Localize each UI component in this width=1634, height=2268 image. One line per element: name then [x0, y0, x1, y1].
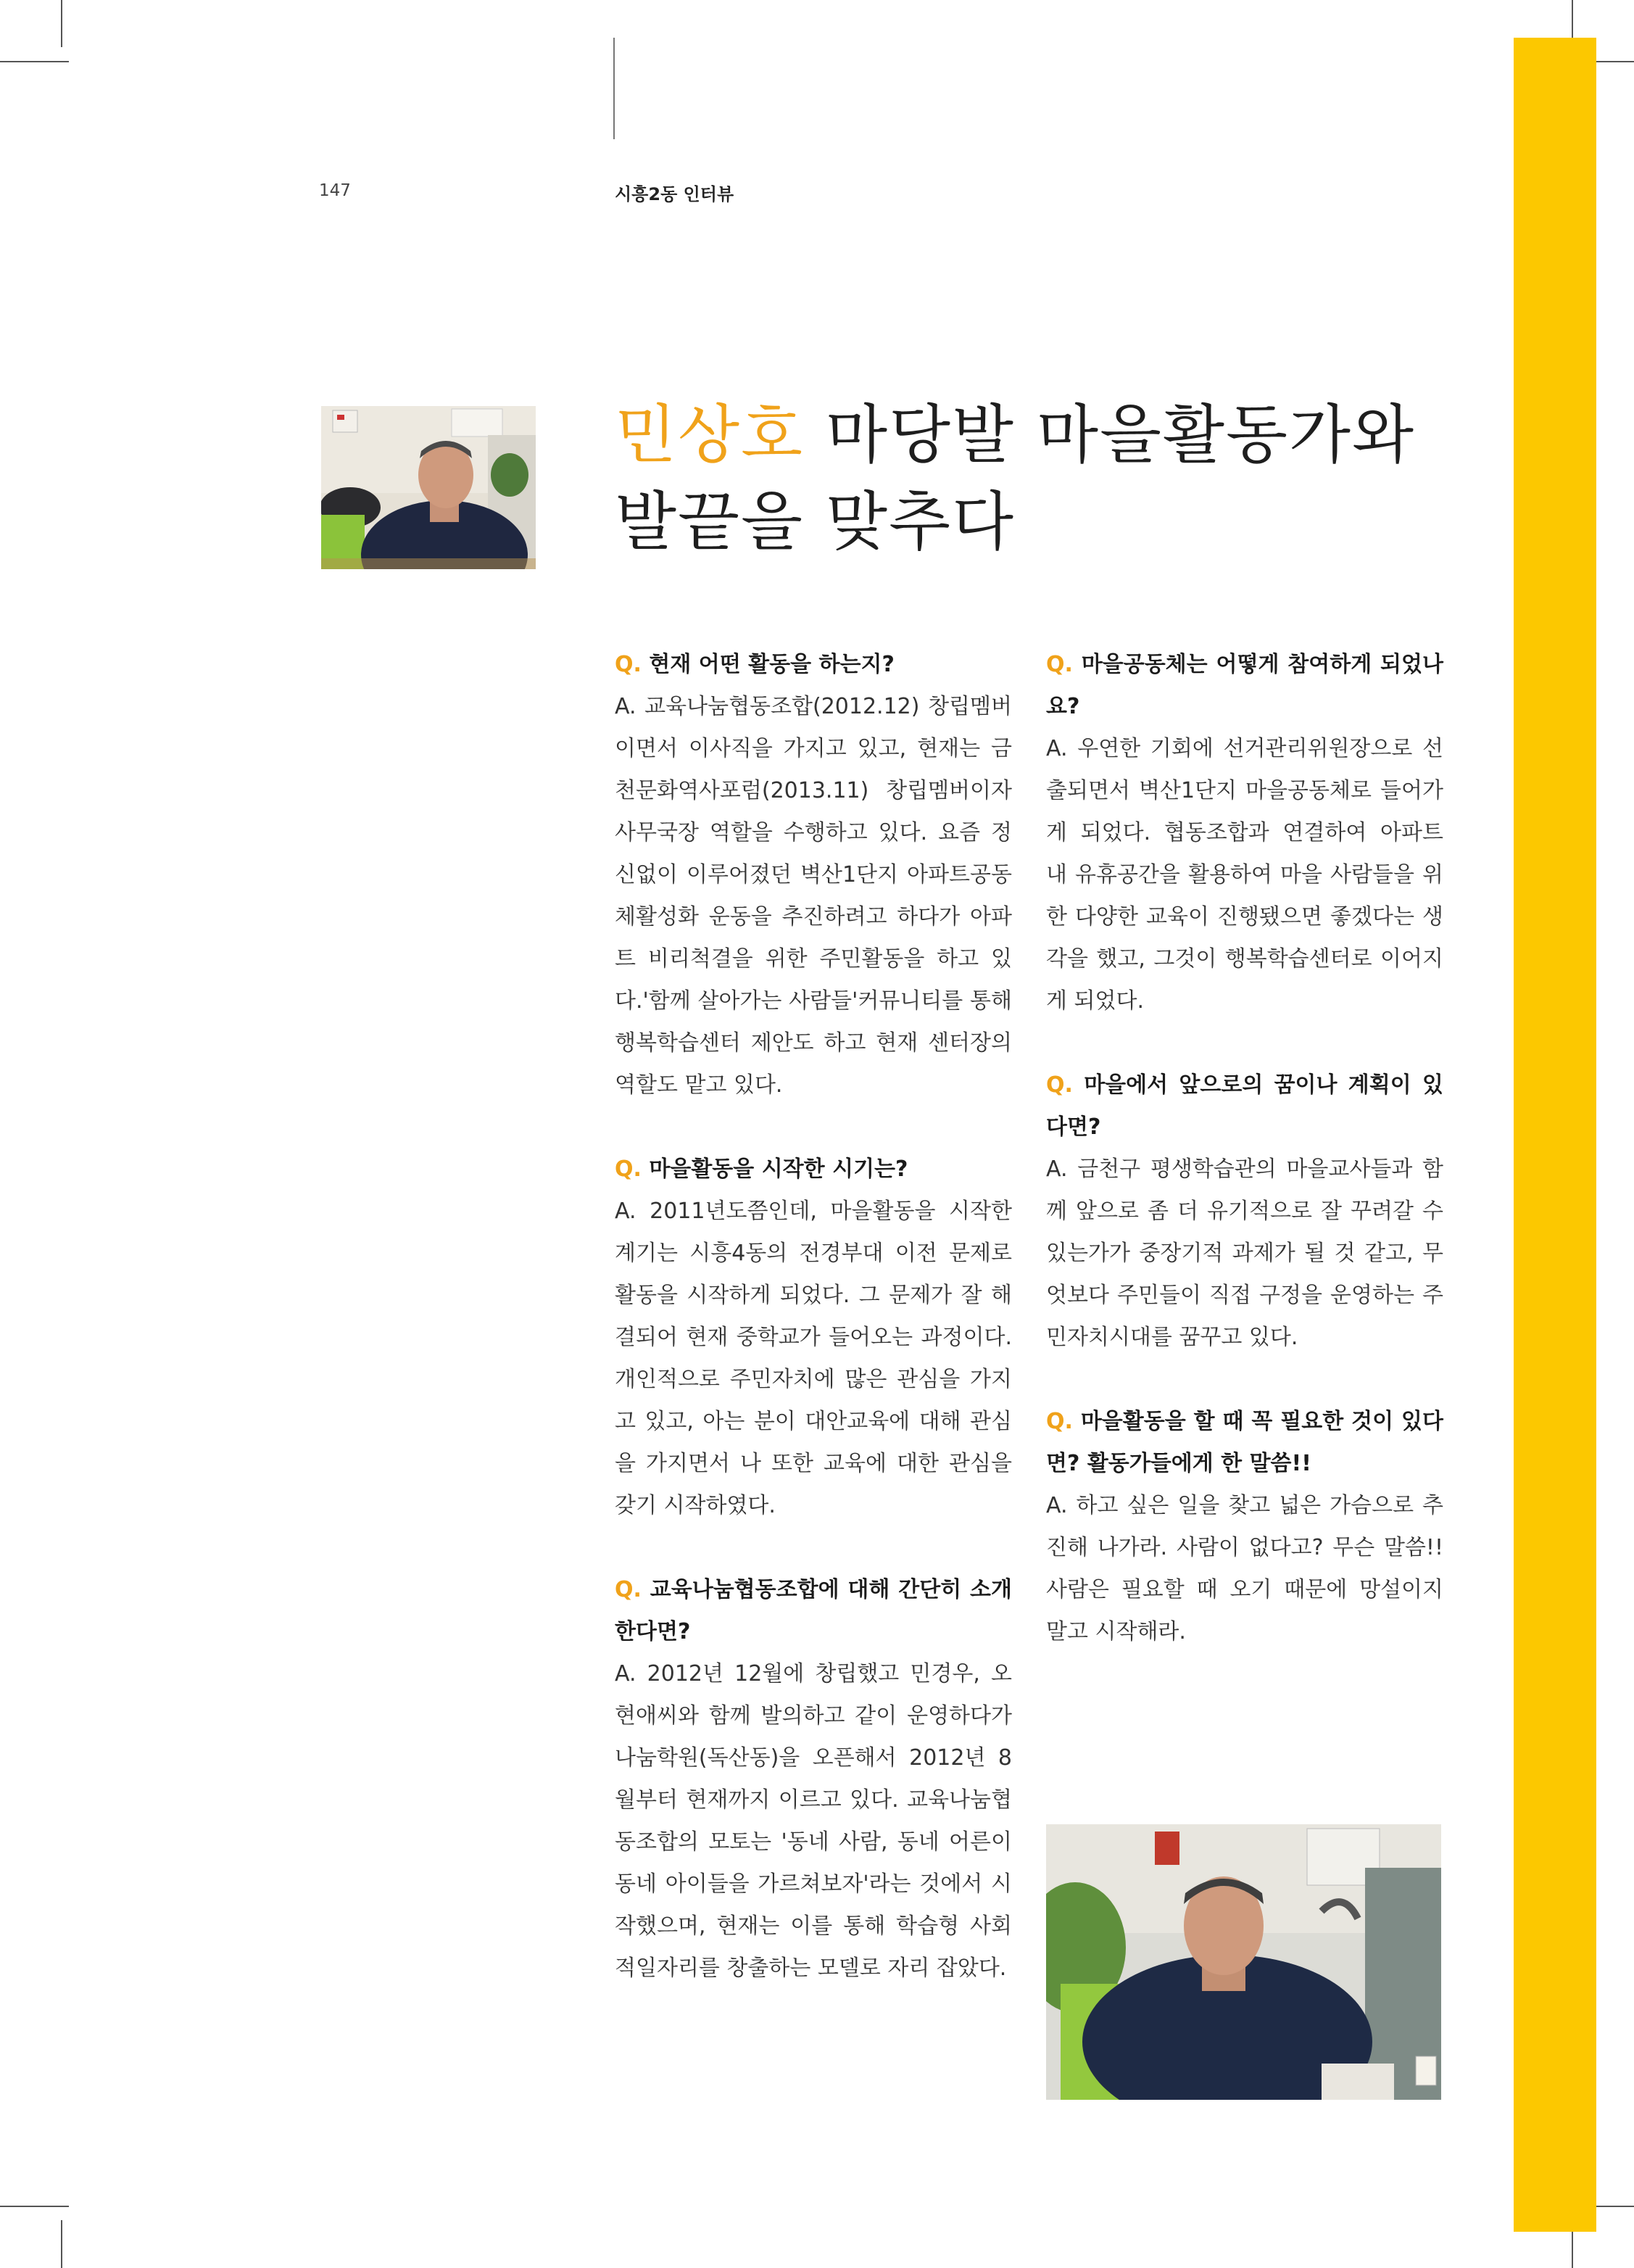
question-text: 마을에서 앞으로의 꿈이나 계획이 있다면? [1046, 1072, 1443, 1140]
qa-item [615, 1569, 1012, 1990]
left-column [615, 644, 1012, 2032]
answer-text: A. 금천구 평생학습관의 마을교사들과 함께 앞으로 좀 더 유기적으로 잘 꾸려갈 수 있는가가 중장기적 과제가 될 것 같고, 무엇보다 주민들이 직접 구정을 운영하는 주민자치시대를 꿈꾸고 있다. [1046, 1156, 1443, 1350]
question-marker: Q. [615, 1577, 642, 1602]
question-text: 마을활동을 시작한 시기는? [649, 1156, 908, 1182]
question-text: 교육나눔협동조합에 대해 간단히 소개한다면? [615, 1577, 1012, 1644]
answer-text: A. 2011년도쯤인데, 마을활동을 시작한 계기는 시흥4동의 전경부대 이전 문제로 활동을 시작하게 되었다. 그 문제가 잘 해결되어 현재 중학교가 들어오는 과정이다. 개인적으로 주민자치에 많은 관심을 가지고 있고, 아는 분이 대안교육에 대해 관심을 가지면서 나 또한 교육에 대한 관심을 갖기 시작하였다. [615, 1199, 1012, 1518]
question-marker: Q. [1046, 1072, 1073, 1098]
question-text: 마을활동을 할 때 꼭 필요한 것이 있다면? 활동가들에게 한 말씀!! [1046, 1409, 1443, 1476]
crop-mark [61, 2220, 62, 2268]
question [1046, 644, 1443, 728]
question [1046, 1064, 1443, 1149]
question-marker: Q. [1046, 652, 1073, 677]
qa-item [1046, 644, 1443, 1022]
title-rest: 마당발 마을활동가와 [804, 397, 1416, 472]
title-line-2: 발끝을 맞추다 [615, 484, 1016, 559]
right-column [1046, 644, 1443, 1695]
qa-item [615, 1149, 1012, 1527]
header-divider [613, 38, 615, 139]
crop-mark [0, 2206, 69, 2207]
question-marker: Q. [615, 652, 642, 677]
answer-text: A. 우연한 기회에 선거관리위원장으로 선출되면서 벽산1단지 마을공동체로 들어가게 되었다. 협동조합과 연결하여 아파트 내 유휴공간을 활용하여 마을 사람들을 위한 다양한 교육이 진행됐으면 좋겠다는 생각을 했고, 그것이 행복학습센터로 이어지게 되었다. [1046, 736, 1443, 1014]
article-title [615, 392, 1470, 566]
question-text: 현재 어떤 활동을 하는지? [649, 652, 895, 677]
question [1046, 1401, 1443, 1485]
qa-item [1046, 1064, 1443, 1359]
side-color-bar [1514, 38, 1596, 2232]
question-text: 마을공동체는 어떻게 참여하게 되었나요? [1046, 652, 1443, 719]
title-name: 민상호 [615, 397, 805, 472]
qa-item [1046, 1401, 1443, 1653]
working-photo [1046, 1824, 1441, 2100]
answer-text: A. 교육나눔협동조합(2012.12) 창립멤버이면서 이사직을 가지고 있고, 현재는 금천문화역사포럼(2013.11) 창립멤버이자 사무국장 역할을 수행하고 있다. 요즘 정신없이 이루어졌던 벽산1단지 아파트공동체활성화 운동을 추진하려고 하다가 아파트 비리척결을 위한 주민활동을 하고 있다.'함께 살아가는 사람들'커뮤니티를 통해 행복학습센터 제안도 하고 현재 센터장의 역할도 맡고 있다. [615, 694, 1012, 1098]
page-number: 147 [319, 181, 351, 200]
question [615, 1569, 1012, 1653]
crop-mark [61, 0, 62, 47]
question-marker: Q. [1046, 1409, 1073, 1434]
portrait-photo [321, 406, 536, 569]
answer-text: A. 하고 싶은 일을 찾고 넓은 가슴으로 추진해 나가라. 사람이 없다고? 무슨 말씀!! 사람은 필요할 때 오기 때문에 망설이지 말고 시작해라. [1046, 1493, 1443, 1644]
question [615, 1149, 1012, 1191]
crop-mark [0, 61, 69, 62]
question [615, 644, 1012, 686]
question-marker: Q. [615, 1156, 642, 1182]
section-label: 시흥2동 인터뷰 [615, 184, 734, 204]
qa-item [615, 644, 1012, 1106]
answer-text: A. 2012년 12월에 창립했고 민경우, 오현애씨와 함께 발의하고 같이 운영하다가 나눔학원(독산동)을 오픈해서 2012년 8월부터 현재까지 이르고 있다. 교육나눔협동조합의 모토는 '동네 사람, 동네 어른이 동네 아이들을 가르쳐보자'라는 것에서 시작했으며, 현재는 이를 통해 학습형 사회적일자리를 창출하는 모델로 자리 잡았다. [615, 1661, 1012, 1981]
